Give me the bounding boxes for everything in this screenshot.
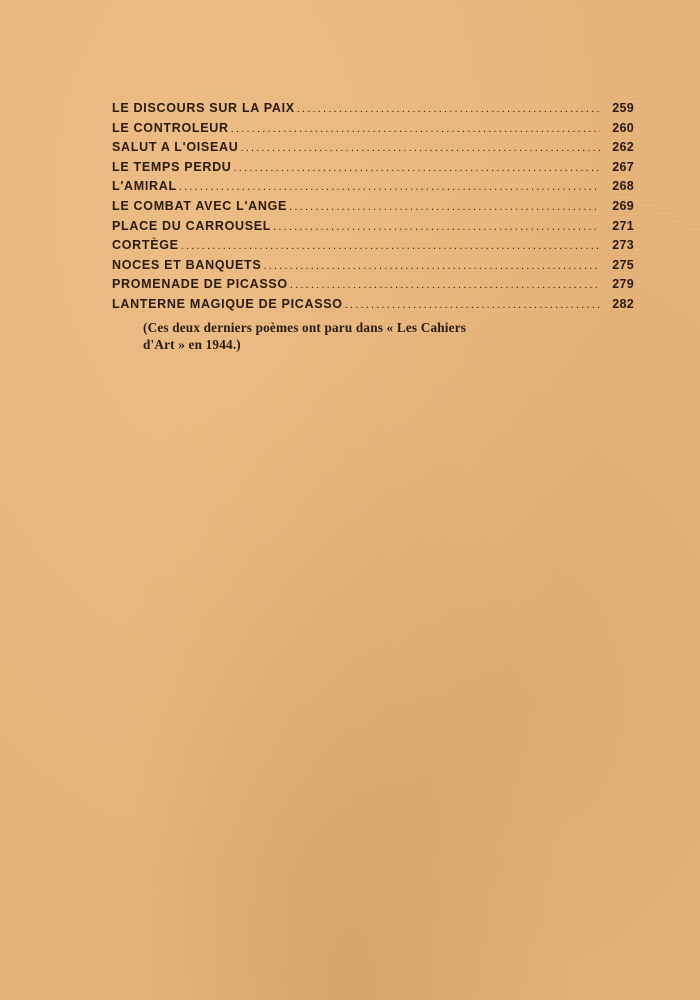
toc-entry <box>112 121 634 141</box>
toc-entry-title: PROMENADE DE PICASSO <box>112 277 288 292</box>
toc-entry <box>112 101 634 121</box>
toc-page-number: 282 <box>612 296 634 311</box>
toc-entry-title: NOCES ET BANQUETS <box>112 257 262 272</box>
toc-dot-leader <box>231 123 600 135</box>
toc-page-number: 267 <box>612 159 634 174</box>
toc-dot-leader <box>181 240 600 252</box>
publication-note-line-1: (Ces deux derniers poèmes ont paru dans « Les Cahiers <box>143 320 467 335</box>
toc-page-number: 271 <box>612 218 634 233</box>
toc-entry-title: CORTÈGE <box>112 238 179 253</box>
toc-entry-title: LE COMBAT AVEC L'ANGE <box>112 198 288 213</box>
toc-dot-leader <box>297 103 600 115</box>
toc-entry-title: SALUT A L'OISEAU <box>112 140 239 155</box>
toc-entry <box>112 258 634 278</box>
toc-entry <box>112 179 634 199</box>
toc-entry <box>112 297 634 317</box>
toc-dot-leader <box>240 142 600 154</box>
toc-dot-leader <box>234 162 600 174</box>
toc-page-number: 275 <box>612 257 634 272</box>
toc-entry <box>112 140 634 160</box>
toc-entry-title: LE DISCOURS SUR LA PAIX <box>112 101 295 115</box>
publication-note-line-2: d'Art » en 1944.) <box>143 337 241 352</box>
table-of-contents <box>112 101 634 317</box>
toc-page-number: 259 <box>612 101 634 115</box>
toc-entry-title: LE TEMPS PERDU <box>112 159 232 174</box>
toc-entry <box>112 160 634 180</box>
toc-dot-leader <box>273 221 600 233</box>
toc-entry-title: LE CONTROLEUR <box>112 120 229 135</box>
toc-entry <box>112 277 634 297</box>
toc-dot-leader <box>289 201 600 213</box>
toc-page-number: 268 <box>612 179 634 194</box>
toc-entry-title: LANTERNE MAGIQUE DE PICASSO <box>112 296 343 311</box>
toc-entry <box>112 219 634 239</box>
toc-page-number: 273 <box>612 238 634 253</box>
toc-entry-title: PLACE DU CARROUSEL <box>112 218 272 233</box>
toc-dot-leader <box>290 279 600 291</box>
toc-page-number: 279 <box>612 277 634 292</box>
toc-entry <box>112 238 634 258</box>
toc-dot-leader <box>345 299 600 311</box>
toc-page-number: 260 <box>612 120 634 135</box>
toc-entry-title: L'AMIRAL <box>112 179 177 194</box>
toc-dot-leader <box>263 260 600 272</box>
toc-entry <box>112 199 634 219</box>
toc-page-number: 269 <box>612 198 634 213</box>
toc-dot-leader <box>179 181 600 193</box>
publication-note <box>143 319 623 353</box>
toc-page-number: 262 <box>612 140 634 155</box>
